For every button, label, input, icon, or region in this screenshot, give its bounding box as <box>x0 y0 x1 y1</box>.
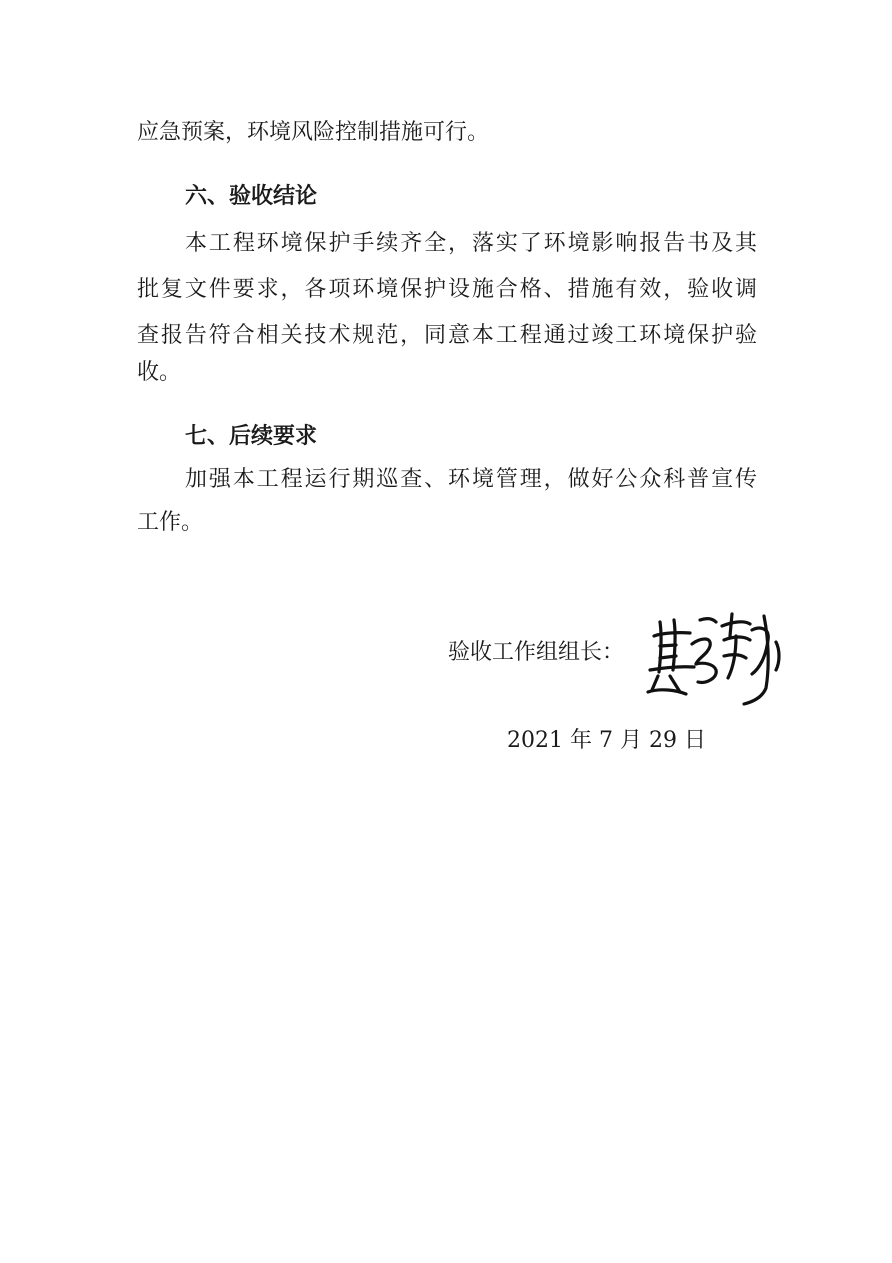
paragraph-line: 批复文件要求，各项环境保护设施合格、措施有效，验收调 <box>137 277 757 302</box>
handwritten-signature <box>640 606 790 706</box>
section-heading-conclusion: 六、验收结论 <box>185 184 318 209</box>
paragraph-line: 应急预案，环境风险控制措施可行。 <box>137 120 490 145</box>
paragraph-line: 收。 <box>137 360 182 385</box>
section-heading-follow-up: 七、后续要求 <box>185 424 318 449</box>
paragraph-line: 本工程环境保护手续齐全，落实了环境影响报告书及其 <box>185 231 757 256</box>
paragraph-line: 工作。 <box>137 510 204 535</box>
signature-label: 验收工作组组长： <box>448 640 625 665</box>
paragraph-line: 加强本工程运行期巡查、环境管理，做好公众科普宣传 <box>185 467 757 492</box>
signoff-date: 2021 年 7 月 29 日 <box>507 728 706 753</box>
paragraph-line: 查报告符合相关技术规范，同意本工程通过竣工环境保护验 <box>137 323 757 348</box>
